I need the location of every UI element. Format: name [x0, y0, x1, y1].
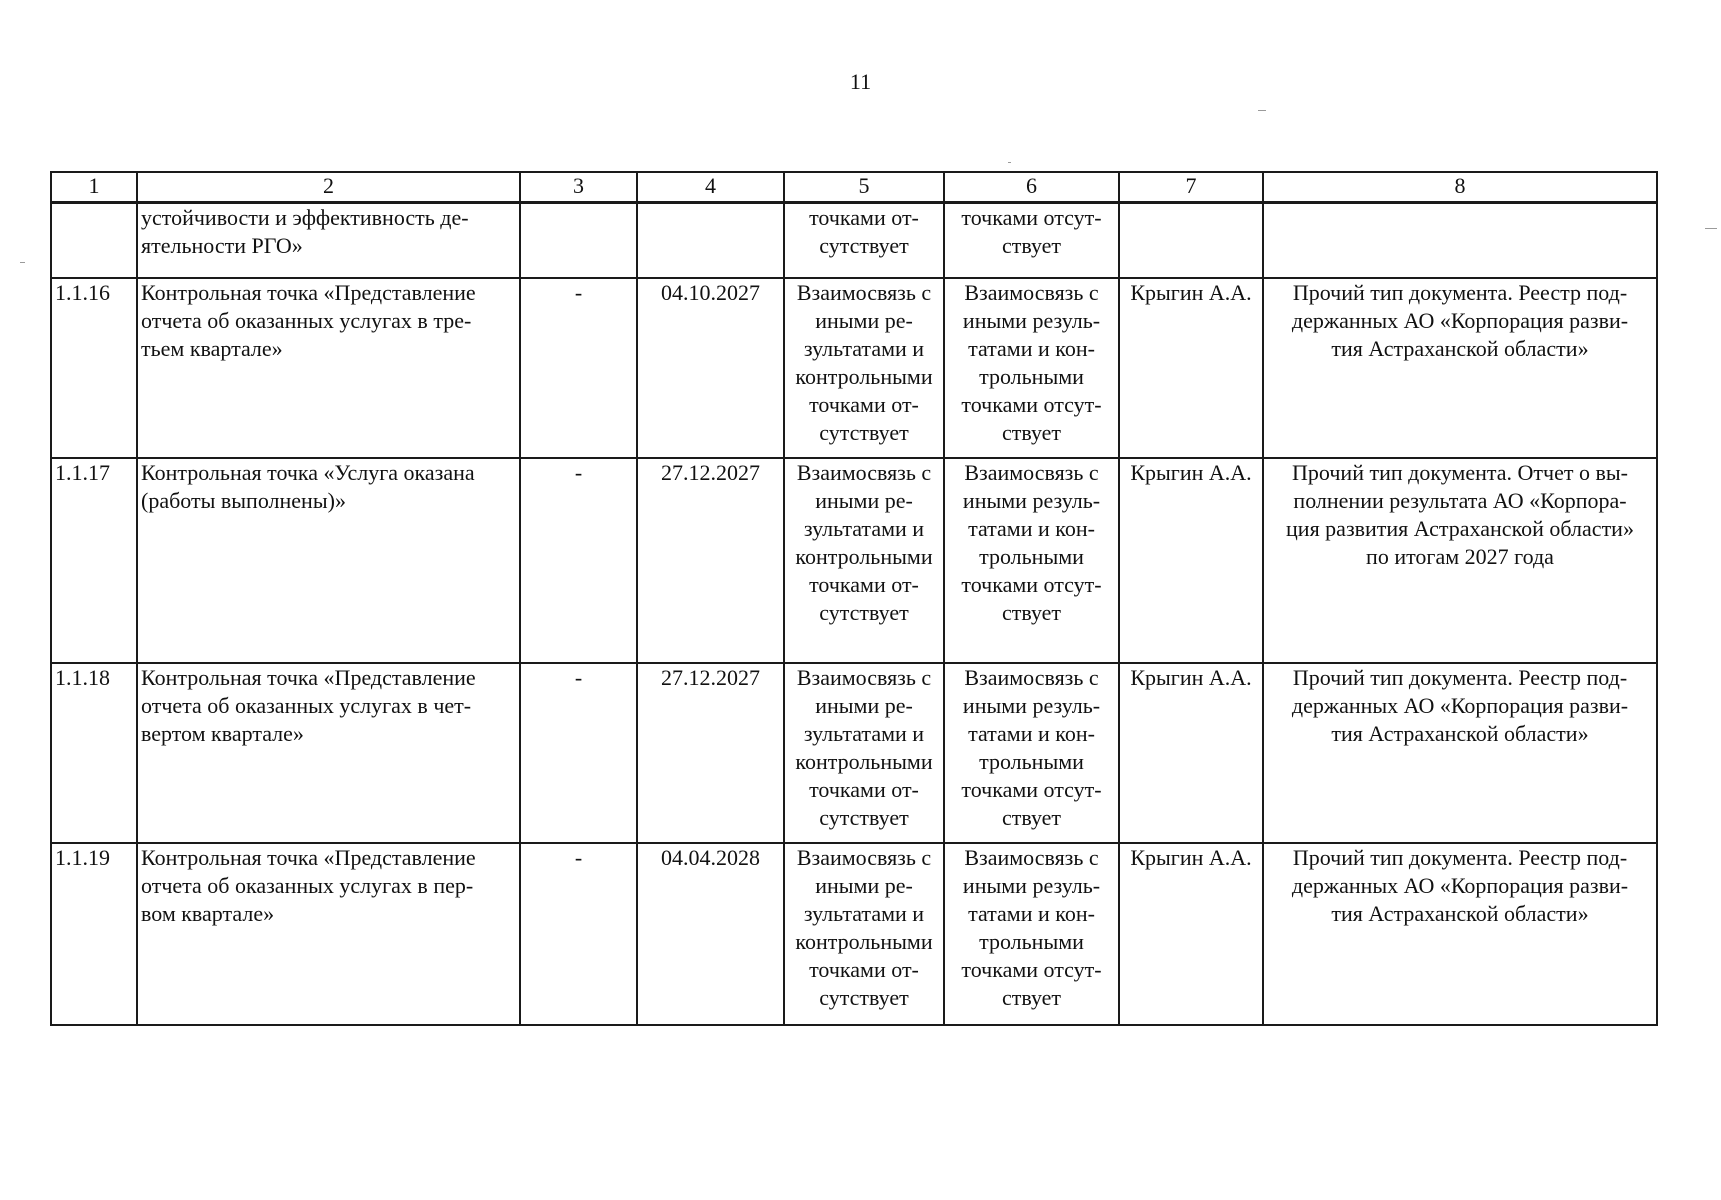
document-type-cell	[1263, 278, 1657, 458]
column-header-5: 5	[784, 172, 944, 203]
relation-checkpoints-cell	[944, 843, 1119, 1025]
relation-checkpoints-cell	[944, 278, 1119, 458]
relation-results-cell-line: точками от-	[809, 776, 919, 802]
document-type-cell-line: по итогам 2027 года	[1366, 543, 1554, 569]
relation-checkpoints-cell-line: точками отсут-	[961, 776, 1102, 802]
relation-results-cell-line: контрольными	[795, 363, 933, 389]
control-point-name-cell-line: ятельности РГО»	[141, 233, 303, 258]
document-type-cell-line: Прочий тип документа. Реестр под-	[1292, 664, 1628, 690]
column-header-7: 7	[1119, 172, 1263, 203]
control-point-name-cell	[137, 203, 520, 278]
control-point-name-cell	[137, 843, 520, 1025]
relation-results-cell-line: Взаимосвязь с	[796, 844, 932, 870]
document-type-cell-line: тия Астраханской области»	[1331, 335, 1589, 361]
relation-results-cell-line: иными ре-	[815, 692, 913, 718]
relation-results-cell-line: Взаимосвязь с	[796, 279, 932, 305]
relation-checkpoints-cell-line: трольными	[979, 748, 1084, 774]
relation-checkpoints-cell-line: Взаимосвязь с	[964, 279, 1099, 305]
relation-checkpoints-cell-line: иными резуль-	[962, 487, 1101, 513]
relation-results-cell-line: точками от-	[809, 571, 919, 597]
document-type-cell-line: тия Астраханской области»	[1331, 720, 1589, 746]
relation-checkpoints-cell-line: Взаимосвязь с	[964, 844, 1099, 870]
relation-checkpoints-cell-line: ствует	[1001, 233, 1062, 258]
document-type-cell-line: тия Астраханской области»	[1331, 900, 1589, 926]
relation-results-cell-line: зультатами и	[803, 720, 925, 746]
responsible-cell: Крыгин А.А.	[1119, 458, 1263, 663]
control-point-name-cell	[137, 458, 520, 663]
relation-results-cell-line: сутствует	[819, 233, 909, 258]
scan-mark	[1705, 228, 1717, 229]
scan-mark	[20, 262, 25, 263]
control-point-name-cell-line: Контрольная точка «Представление	[141, 844, 476, 870]
responsible-cell: Крыгин А.А.	[1119, 663, 1263, 843]
table-header	[51, 172, 1657, 203]
relation-checkpoints-cell-line: татами и кон-	[968, 900, 1095, 926]
document-type-cell-line: Прочий тип документа. Отчет о вы-	[1292, 459, 1628, 485]
relation-checkpoints-cell-line: точками отсут-	[961, 391, 1102, 417]
relation-results-cell-line: точками от-	[809, 956, 919, 982]
relation-results-cell-line: сутствует	[819, 984, 909, 1010]
date-cell: 04.10.2027	[637, 278, 784, 458]
row-number-cell: 1.1.17	[51, 458, 137, 663]
control-point-name-cell-line: отчета об оказанных услугах в тре-	[141, 307, 472, 333]
relation-checkpoints-cell-line: Взаимосвязь с	[964, 664, 1099, 690]
column-header-2: 2	[137, 172, 520, 203]
relation-results-cell	[784, 843, 944, 1025]
scan-mark	[1008, 162, 1011, 163]
relation-results-cell-line: Взаимосвязь с	[796, 459, 932, 485]
table-row	[51, 203, 1657, 278]
column-3-cell: -	[520, 663, 637, 843]
relation-checkpoints-cell-line: ствует	[1001, 599, 1062, 625]
relation-results-cell	[784, 203, 944, 278]
column-3-cell	[520, 203, 637, 278]
relation-results-cell-line: Взаимосвязь с	[796, 664, 932, 690]
relation-checkpoints-cell-line: иными резуль-	[962, 692, 1101, 718]
document-type-cell-line: держанных АО «Корпорация разви-	[1291, 872, 1629, 898]
relation-checkpoints-cell-line: точками отсут-	[961, 205, 1102, 230]
control-point-name-cell-line: тьем квартале»	[141, 335, 283, 361]
column-header-6: 6	[944, 172, 1119, 203]
control-point-name-cell-line: вом квартале»	[141, 900, 275, 926]
relation-results-cell-line: контрольными	[795, 748, 933, 774]
control-point-name-cell-line: Контрольная точка «Представление	[141, 279, 476, 305]
control-point-name-cell-line: отчета об оказанных услугах в пер-	[141, 872, 474, 898]
relation-checkpoints-cell-line: трольными	[979, 543, 1084, 569]
column-header-4: 4	[637, 172, 784, 203]
relation-results-cell-line: сутствует	[819, 599, 909, 625]
relation-results-cell-line: иными ре-	[815, 872, 913, 898]
control-point-name-cell-line: вертом квартале»	[141, 720, 304, 746]
table-body	[51, 203, 1657, 1025]
row-number-cell: 1.1.19	[51, 843, 137, 1025]
relation-checkpoints-cell-line: точками отсут-	[961, 571, 1102, 597]
relation-results-cell	[784, 458, 944, 663]
responsible-cell	[1119, 203, 1263, 278]
page-number: 11	[849, 69, 872, 94]
header-row	[51, 172, 1657, 203]
control-point-name-cell-line: Контрольная точка «Представление	[141, 664, 476, 690]
relation-results-cell-line: точками от-	[809, 205, 919, 230]
document-type-cell	[1263, 458, 1657, 663]
responsible-cell: Крыгин А.А.	[1119, 843, 1263, 1025]
column-3-cell: -	[520, 458, 637, 663]
relation-checkpoints-cell	[944, 203, 1119, 278]
relation-checkpoints-cell	[944, 663, 1119, 843]
relation-checkpoints-cell-line: татами и кон-	[968, 335, 1095, 361]
document-type-cell-line: ция развития Астраханской области»	[1286, 515, 1634, 541]
document-type-cell-line: держанных АО «Корпорация разви-	[1291, 692, 1629, 718]
row-number-cell: 1.1.16	[51, 278, 137, 458]
table-row	[51, 663, 1657, 843]
date-cell: 27.12.2027	[637, 458, 784, 663]
table-row	[51, 843, 1657, 1025]
control-point-name-cell-line: (работы выполнены)»	[141, 487, 346, 513]
relation-checkpoints-cell-line: трольными	[979, 363, 1084, 389]
relation-checkpoints-cell-line: ствует	[1001, 984, 1062, 1010]
date-cell	[637, 203, 784, 278]
relation-results-cell-line: контрольными	[795, 928, 933, 954]
relation-results-cell	[784, 278, 944, 458]
table-row	[51, 458, 1657, 663]
relation-checkpoints-cell-line: трольными	[979, 928, 1084, 954]
relation-results-cell-line: зультатами и	[803, 335, 925, 361]
scan-mark	[1258, 110, 1266, 111]
relation-results-cell-line: точками от-	[809, 391, 919, 417]
control-point-name-cell-line: отчета об оказанных услугах в чет-	[141, 692, 472, 718]
relation-checkpoints-cell-line: татами и кон-	[968, 515, 1095, 541]
responsible-cell: Крыгин А.А.	[1119, 278, 1263, 458]
relation-checkpoints-cell-line: точками отсут-	[961, 956, 1102, 982]
relation-checkpoints-cell-line: Взаимосвязь с	[964, 459, 1099, 485]
relation-results-cell-line: сутствует	[819, 419, 909, 445]
relation-results-cell-line: зультатами и	[803, 900, 925, 926]
relation-results-cell-line: контрольными	[795, 543, 933, 569]
row-number-cell: 1.1.18	[51, 663, 137, 843]
control-point-name-cell-line: устойчивости и эффективность де-	[141, 205, 469, 230]
relation-results-cell-line: иными ре-	[815, 487, 913, 513]
control-point-name-cell	[137, 663, 520, 843]
relation-checkpoints-cell-line: иными резуль-	[962, 307, 1101, 333]
relation-checkpoints-cell-line: ствует	[1001, 804, 1062, 830]
document-type-cell	[1263, 663, 1657, 843]
date-cell: 04.04.2028	[637, 843, 784, 1025]
relation-results-cell-line: сутствует	[819, 804, 909, 830]
control-point-name-cell	[137, 278, 520, 458]
document-type-cell	[1263, 203, 1657, 278]
table-row	[51, 278, 1657, 458]
row-number-cell	[51, 203, 137, 278]
column-header-1: 1	[51, 172, 137, 203]
relation-checkpoints-cell	[944, 458, 1119, 663]
column-3-cell: -	[520, 278, 637, 458]
relation-results-cell	[784, 663, 944, 843]
relation-results-cell-line: иными ре-	[815, 307, 913, 333]
document-type-cell-line: полнении результата АО «Корпора-	[1293, 487, 1627, 513]
column-3-cell: -	[520, 843, 637, 1025]
document-type-cell	[1263, 843, 1657, 1025]
column-header-8: 8	[1263, 172, 1657, 203]
document-type-cell-line: держанных АО «Корпорация разви-	[1291, 307, 1629, 333]
document-type-cell-line: Прочий тип документа. Реестр под-	[1292, 279, 1628, 305]
date-cell: 27.12.2027	[637, 663, 784, 843]
document-type-cell-line: Прочий тип документа. Реестр под-	[1292, 844, 1628, 870]
column-header-3: 3	[520, 172, 637, 203]
relation-checkpoints-cell-line: татами и кон-	[968, 720, 1095, 746]
relation-checkpoints-cell-line: ствует	[1001, 419, 1062, 445]
plan-table	[50, 171, 1658, 1026]
relation-results-cell-line: зультатами и	[803, 515, 925, 541]
relation-checkpoints-cell-line: иными резуль-	[962, 872, 1101, 898]
control-point-name-cell-line: Контрольная точка «Услуга оказана	[141, 459, 475, 485]
